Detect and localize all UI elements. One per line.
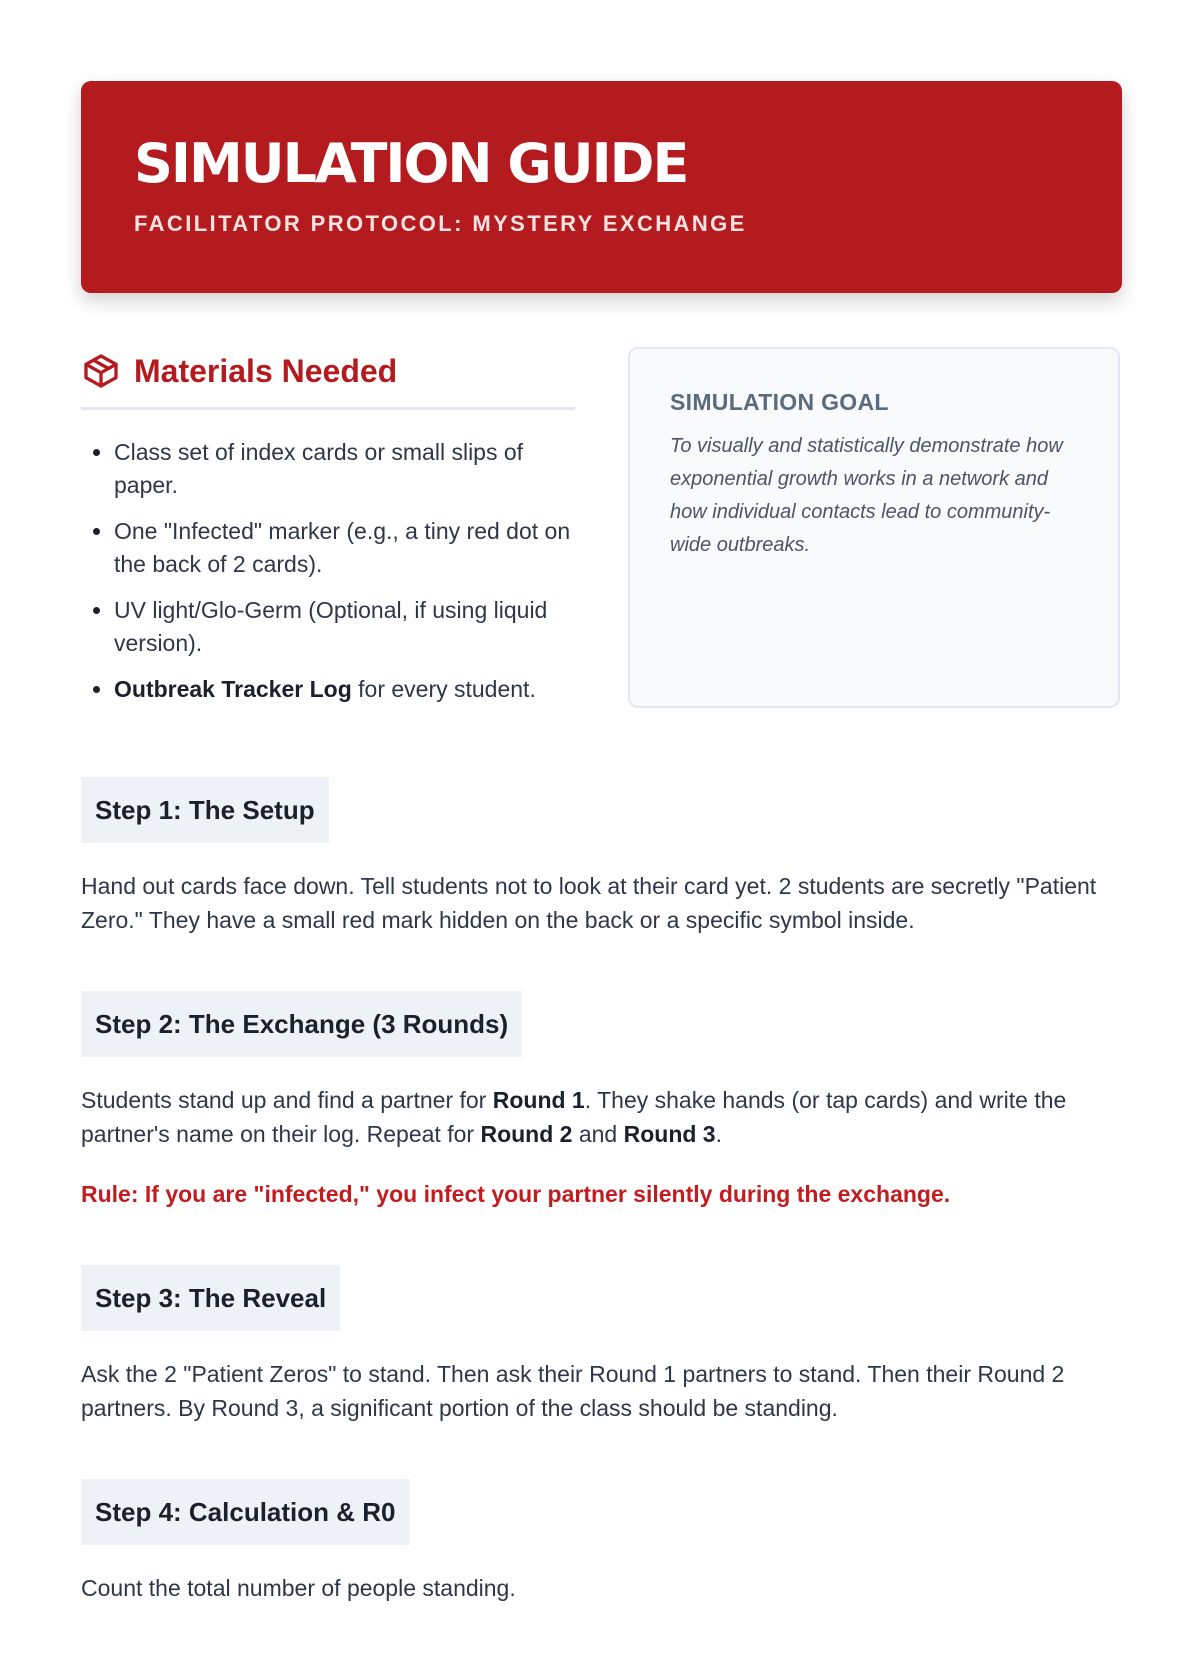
step-body: Ask the 2 "Patient Zeros" to stand. Then ask their Round 1 partners to stand. Then their Round 2 partners. By Round 3, a significant portion of the class should be standing.: [81, 1361, 1065, 1421]
step-2: [81, 991, 1122, 1211]
step-title: Step 1: The Setup: [81, 777, 329, 843]
materials-list: [81, 436, 575, 706]
step-title: Step 3: The Reveal: [81, 1265, 340, 1331]
goal-box: [628, 347, 1120, 708]
page-subtitle: FACILITATOR PROTOCOL: MYSTERY EXCHANGE: [134, 211, 747, 236]
goal-title: SIMULATION GOAL: [670, 389, 889, 415]
header-banner: [81, 81, 1122, 293]
step-body: Students stand up and find a partner for Round 1. They shake hands (or tap cards) and write the partner's name on their log. Repeat for Round 2 and Round 3.: [81, 1087, 1067, 1147]
list-item: • One "Infected" marker (e.g., a tiny red dot on the back of 2 cards).: [114, 515, 575, 581]
step-3: [81, 1265, 1122, 1425]
list-item: • UV light/Glo-Germ (Optional, if using liquid version).: [114, 594, 575, 660]
document: [81, 81, 1122, 1601]
step-1: [81, 777, 1122, 937]
step-title: Step 2: The Exchange (3 Rounds): [81, 991, 522, 1057]
intro-row: [81, 347, 1122, 727]
list-item: • Outbreak Tracker Log for every student.: [114, 673, 575, 706]
materials-header: [81, 347, 575, 410]
steps-section: [81, 777, 1122, 1659]
page-title: SIMULATION GUIDE: [134, 132, 688, 195]
step-rule: Rule: If you are "infected," you infect your partner silently during the exchange.: [81, 1181, 951, 1207]
list-item: • Class set of index cards or small slips of paper.: [114, 436, 575, 502]
goal-text: To visually and statistically demonstrate how exponential growth works in a network and how individual contacts lead to community-wide outbreaks.: [670, 435, 1063, 556]
step-title: Step 4: Calculation & R0: [81, 1479, 410, 1545]
materials-title: Materials Needed: [134, 353, 398, 389]
step-4: [81, 1479, 1122, 1605]
materials-section: [81, 347, 575, 719]
step-body: Count the total number of people standing.: [81, 1575, 516, 1601]
step-body: Hand out cards face down. Tell students not to look at their card yet. 2 students are secretly "Patient Zero." They have a small red mark hidden on the back or a specific symbol inside.: [81, 873, 1097, 933]
box-icon: [81, 351, 121, 391]
